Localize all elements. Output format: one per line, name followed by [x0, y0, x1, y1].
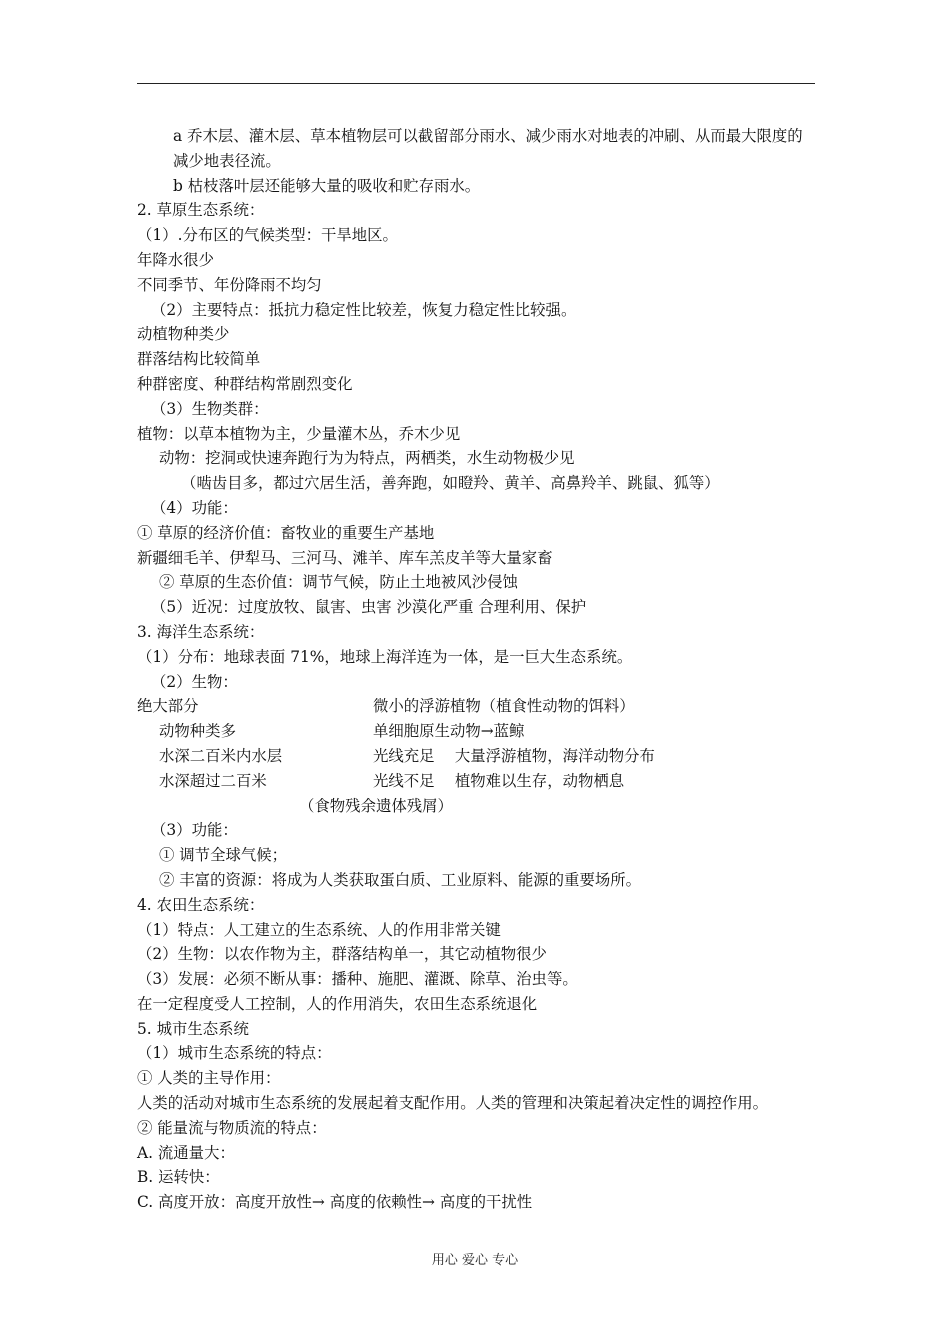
paragraph-line: （2）生物：以农作物为主，群落结构单一，其它动植物很少 [137, 945, 547, 964]
paragraph-line: a 乔木层、灌木层、草本植物层可以截留部分雨水、减少雨水对地表的冲刷、从而最大限度的减少地表径流。 [173, 127, 803, 170]
header-rule [137, 83, 815, 84]
page-footer: 用心 爱心 专心 [431, 1253, 519, 1268]
paragraph-line: ② 草原的生态价值：调节气候，防止土地被风沙侵蚀 [159, 573, 518, 592]
paragraph-line: 人类的活动对城市生态系统的发展起着支配作用。人类的管理和决策起着决定性的调控作用。 [137, 1094, 769, 1113]
ocean-table-label: 水深二百米内水层 [159, 746, 283, 765]
paragraph-line: （3）发展：必须不断从事：播种、施肥、灌溉、除草、治虫等。 [137, 970, 578, 989]
paragraph-line: 种群密度、种群结构常剧烈变化 [137, 374, 353, 393]
ocean-table-value: 光线充足 大量浮游植物，海洋动物分布 [373, 746, 655, 765]
ocean-table-value: 光线不足 植物难以生存，动物栖息 [373, 771, 625, 790]
ocean-table-row [137, 744, 817, 769]
paragraph-line: C. 高度开放：高度开放性→ 高度的依赖性→ 高度的干扰性 [137, 1193, 533, 1212]
paragraph-line: ② 丰富的资源：将成为人类获取蛋白质、工业原料、能源的重要场所。 [159, 870, 642, 889]
paragraph-line: b 枯枝落叶层还能够大量的吸收和贮存雨水。 [173, 176, 481, 195]
ocean-table-row [137, 719, 817, 744]
section-heading: 5. 城市生态系统 [137, 1019, 249, 1038]
paragraph-line: （2）主要特点：抵抗力稳定性比较差，恢复力稳定性比较强。 [151, 300, 577, 319]
paragraph-line: 年降水很少 [137, 250, 214, 269]
ocean-table-row [137, 694, 817, 719]
paragraph-line: （4）功能： [151, 498, 238, 517]
ocean-table-label: 动物种类多 [159, 722, 236, 741]
section-heading: 3. 海洋生态系统： [137, 622, 265, 641]
paragraph-line: （1）特点：人工建立的生态系统、人的作用非常关键 [137, 920, 501, 939]
paragraph-line: B. 运转快： [137, 1168, 220, 1187]
document-body [137, 124, 817, 1215]
paragraph-line: 群落结构比较简单 [137, 350, 261, 369]
ocean-note: （食物残余遗体残屑） [299, 796, 453, 815]
ocean-table-label: 水深超过二百米 [159, 771, 267, 790]
paragraph-line: （1）城市生态系统的特点： [137, 1044, 332, 1063]
paragraph-line: A. 流通量大： [137, 1143, 235, 1162]
section-heading: 4. 农田生态系统： [137, 895, 265, 914]
paragraph-line: （5）近况：过度放牧、鼠害、虫害 沙漠化严重 合理利用、保护 [151, 598, 587, 617]
ocean-table-value: 微小的浮游植物（植食性动物的饵料） [373, 697, 635, 716]
paragraph-line: 植物：以草本植物为主，少量灌木丛，乔木少见 [137, 424, 461, 443]
paragraph-line: ② 能量流与物质流的特点： [137, 1118, 327, 1137]
paragraph-line: ① 人类的主导作用： [137, 1069, 281, 1088]
paragraph-line: （3）生物类群： [151, 399, 269, 418]
paragraph-line: 动物：挖洞或快速奔跑行为为特点，两栖类，水生动物极少见 [159, 449, 575, 468]
paragraph-line: 在一定程度受人工控制，人的作用消失，农田生态系统退化 [137, 994, 538, 1013]
paragraph-line: （啮齿目多，都过穴居生活，善奔跑，如瞪羚、黄羊、高鼻羚羊、跳鼠、狐等） [181, 474, 720, 493]
paragraph-line: ① 调节全球气候； [159, 846, 288, 865]
ocean-table-row [137, 769, 817, 794]
paragraph-line: 新疆细毛羊、伊犁马、三河马、滩羊、库车羔皮羊等大量家畜 [137, 548, 553, 567]
paragraph-line: （1）.分布区的气候类型：干旱地区。 [137, 226, 398, 245]
ocean-table-label: 绝大部分 [137, 697, 199, 716]
paragraph-line: 动植物种类少 [137, 325, 230, 344]
paragraph-line: （1）分布：地球表面 71%，地球上海洋连为一体，是一巨大生态系统。 [137, 647, 633, 666]
paragraph-line: 不同季节、年份降雨不均匀 [137, 275, 322, 294]
section-heading: 2. 草原生态系统： [137, 201, 265, 220]
ocean-table-value: 单细胞原生动物→蓝鲸 [373, 722, 525, 741]
paragraph-line: （2）生物： [151, 672, 238, 691]
paragraph-line: （3）功能： [151, 821, 238, 840]
paragraph-line: ① 草原的经济价值：畜牧业的重要生产基地 [137, 523, 435, 542]
